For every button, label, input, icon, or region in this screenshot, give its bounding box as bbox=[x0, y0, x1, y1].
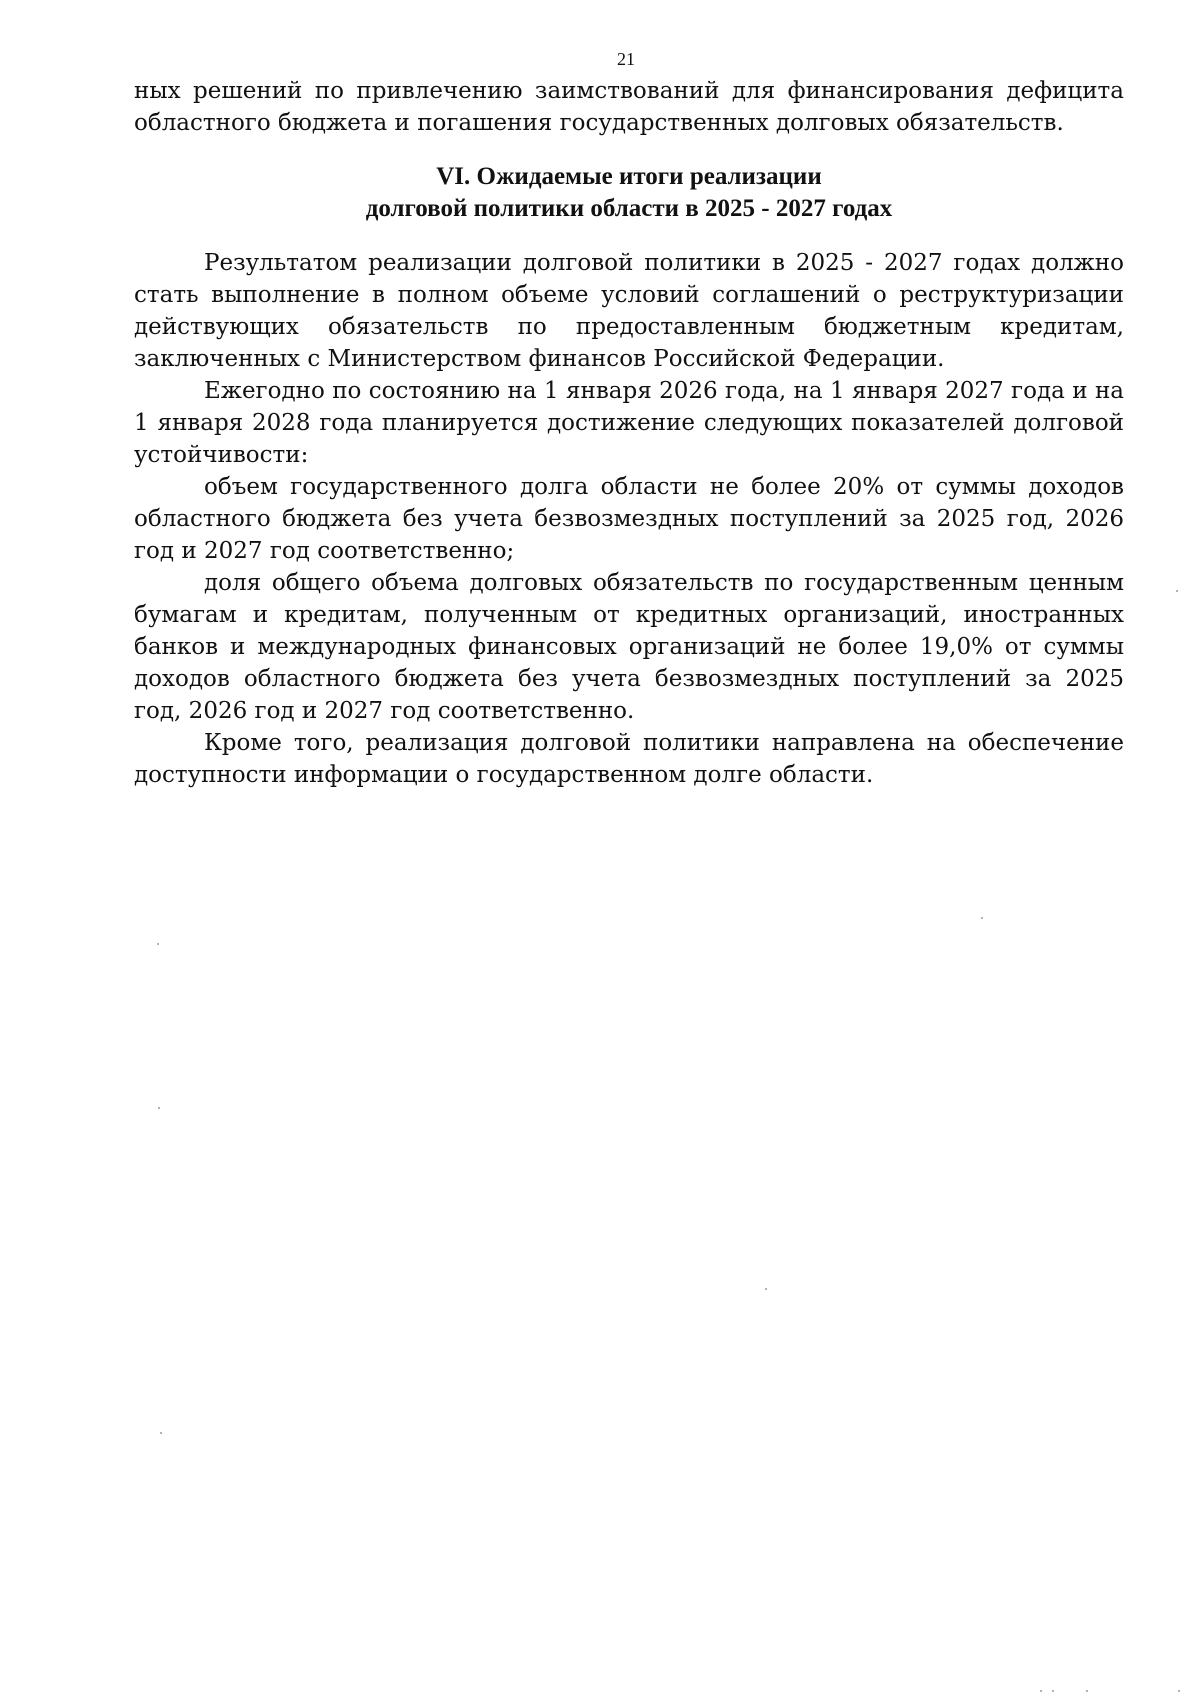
section-title-line-1: VI. Ожидаемые итоги реализации bbox=[436, 163, 822, 190]
scan-speck bbox=[1178, 1690, 1180, 1692]
section-title-line-2: долговой политики области в 2025 - 2027 годах bbox=[365, 195, 893, 222]
scan-speck bbox=[157, 943, 159, 945]
paragraph-debt-share: доля общего объема долговых обязательств по государственным ценным бумагам и кредитам, полученным от кредитных организаций, иностранных банков и международных финансовых организаций не более 19,0% от суммы доходов областного бюджета без учета безвозмездных поступлений за 2025 год, 2026 год и 2027 год соответственно. bbox=[134, 570, 1124, 724]
paragraph-transparency: Кроме того, реализация долговой политики направлена на обеспечение доступности информации о государственном долге области. bbox=[134, 730, 1124, 788]
scan-speck bbox=[981, 917, 983, 919]
paragraph-annual-targets: Ежегодно по состоянию на 1 января 2026 года, на 1 января 2027 года и на 1 января 2028 года планируется достижение следующих показателей долговой устойчивости: bbox=[134, 378, 1124, 468]
scan-speck bbox=[1176, 590, 1178, 592]
scan-speck bbox=[158, 1107, 160, 1109]
continuation-paragraph: ных решений по привлечению заимствований для финансирования дефицита областного бюджета и погашения государственных долговых обязательств. bbox=[134, 78, 1124, 136]
page-number: 21 bbox=[617, 49, 635, 69]
scan-speck bbox=[160, 1432, 162, 1434]
paragraph-debt-volume: объем государственного долга области не более 20% от суммы доходов областного бюджета без учета безвозмездных поступлений за 2025 год, 2026 год и 2027 год соответственно; bbox=[134, 474, 1124, 564]
paragraph-result: Результатом реализации долговой политики в 2025 - 2027 годах должно стать выполнение в полном объеме условий соглашений о реструктуризации действующих обязательств по предоставленным бюджетным кредитам, заключенных с Министерством финансов Российской Федерации. bbox=[134, 250, 1124, 372]
scan-speck bbox=[1052, 1690, 1054, 1692]
scan-speck bbox=[1086, 1690, 1088, 1692]
section-heading bbox=[134, 161, 1124, 225]
scan-speck bbox=[765, 1288, 767, 1290]
scan-speck bbox=[1040, 1690, 1042, 1692]
document-body bbox=[134, 75, 1124, 791]
